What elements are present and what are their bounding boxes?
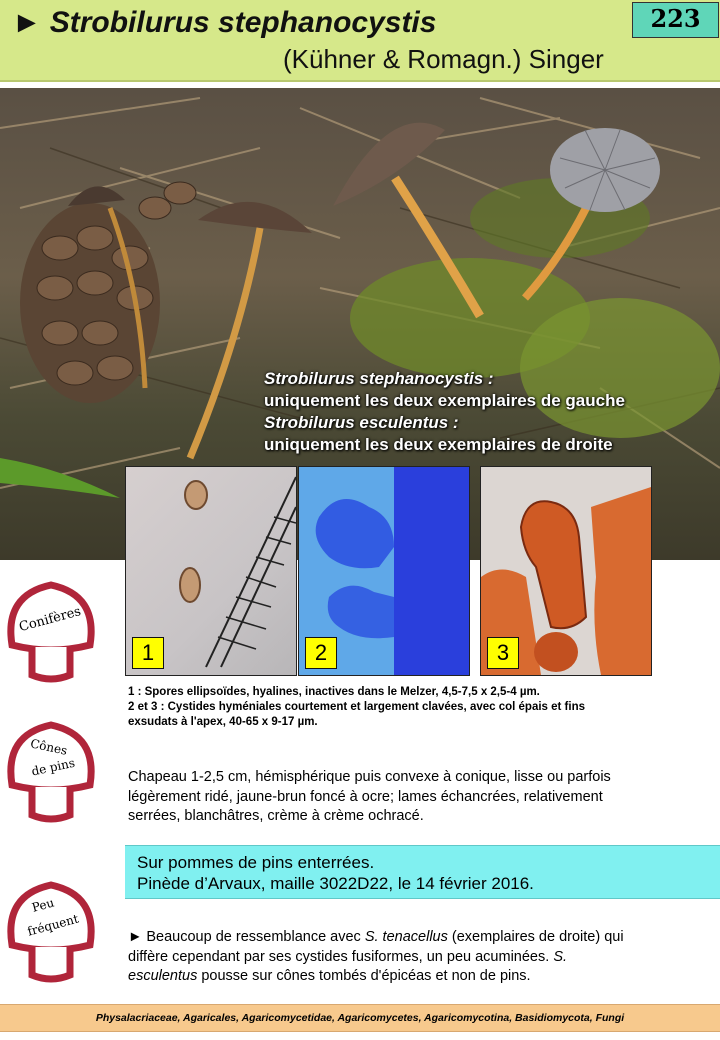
note-species-1: S. tenacellus [364, 929, 448, 945]
macro-description [128, 768, 708, 827]
conifers-badge-label: Conifères [17, 604, 83, 636]
spores-line-1: 1 : Spores ellipsoïdes, hyalines, inactives dans le Melzer, 4,5-7,5 x 2,5-4 µm. [128, 686, 540, 698]
habitat-line-2: Pinède d’Arvaux, maille 3022D22, le 14 février 2016. [137, 874, 534, 893]
spores-line-2: 2 et 3 : Cystides hyméniales courtement et largement clavées, avec col épais et fins [128, 701, 586, 713]
pine-cones-badge-line-1: Cônes [29, 736, 69, 758]
caption-species-1: Strobilurus stephanocystis : [264, 369, 494, 388]
note-text-4: pousse sur cônes tombés d'épicéas et non de pins. [197, 968, 531, 984]
conifers-badge-icon [4, 575, 98, 690]
species-authority: (Kühner & Romagn.) Singer [283, 44, 604, 74]
note-text-3: diffère cependant par ses cystides fusiformes, un peu acuminées. [128, 948, 554, 965]
habitat-box [125, 845, 720, 899]
page-header [0, 0, 720, 82]
page-number: 223 [632, 2, 719, 38]
frequency-badge-icon [4, 875, 98, 990]
spores-line-3: exsudats à l'apex, 40-65 x 9-17 µm. [128, 716, 318, 728]
caption-line-4: uniquement les deux exemplaires de droite [264, 435, 613, 454]
frequency-badge-line-1: Peu [30, 895, 56, 915]
caption-line-2: uniquement les deux exemplaires de gauche [264, 391, 625, 410]
description-line-1: Chapeau 1-2,5 cm, hémisphérique puis convexe à conique, lisse ou parfois [128, 769, 611, 785]
taxonomy-bar: Physalacriaceae, Agaricales, Agaricomycetidae, Agaricomycetes, Agaricomycotina, Basidiomycota, Fungi [0, 1004, 720, 1032]
arrow-icon: ► [12, 6, 42, 39]
description-line-3: serrées, blanchâtres, crème à crème ochracé. [128, 808, 424, 824]
species-title [12, 6, 436, 40]
note-text-1: ► Beaucoup de ressemblance avec [128, 929, 365, 945]
micrograph-label-3: 3 [487, 637, 519, 669]
caption-species-2: Strobilurus esculentus : [264, 413, 459, 432]
micrograph-cystidia-red [480, 466, 652, 676]
photo-caption [264, 368, 625, 456]
description-line-2: légèrement ridé, jaune-brun foncé à ocre; lames échancrées, relativement [128, 788, 603, 805]
micro-description [128, 685, 708, 730]
micrograph-cystidia-blue [298, 466, 470, 676]
pine-cones-badge-line-2: de pins [30, 755, 77, 779]
species-name: Strobilurus stephanocystis [49, 6, 437, 39]
micrograph-label-2: 2 [305, 637, 337, 669]
micrograph-spores [125, 466, 297, 676]
frequency-badge-line-2: fréquent [25, 911, 81, 939]
pine-cones-badge-icon [4, 715, 98, 830]
micrograph-label-1: 1 [132, 637, 164, 669]
note-text-2: (exemplaires de droite) qui [447, 929, 624, 945]
note-species-2: S. [553, 948, 568, 965]
habitat-line-1: Sur pommes de pins enterrées. [137, 853, 375, 872]
comparison-note [128, 928, 713, 987]
note-species-3: esculentus [128, 968, 198, 984]
